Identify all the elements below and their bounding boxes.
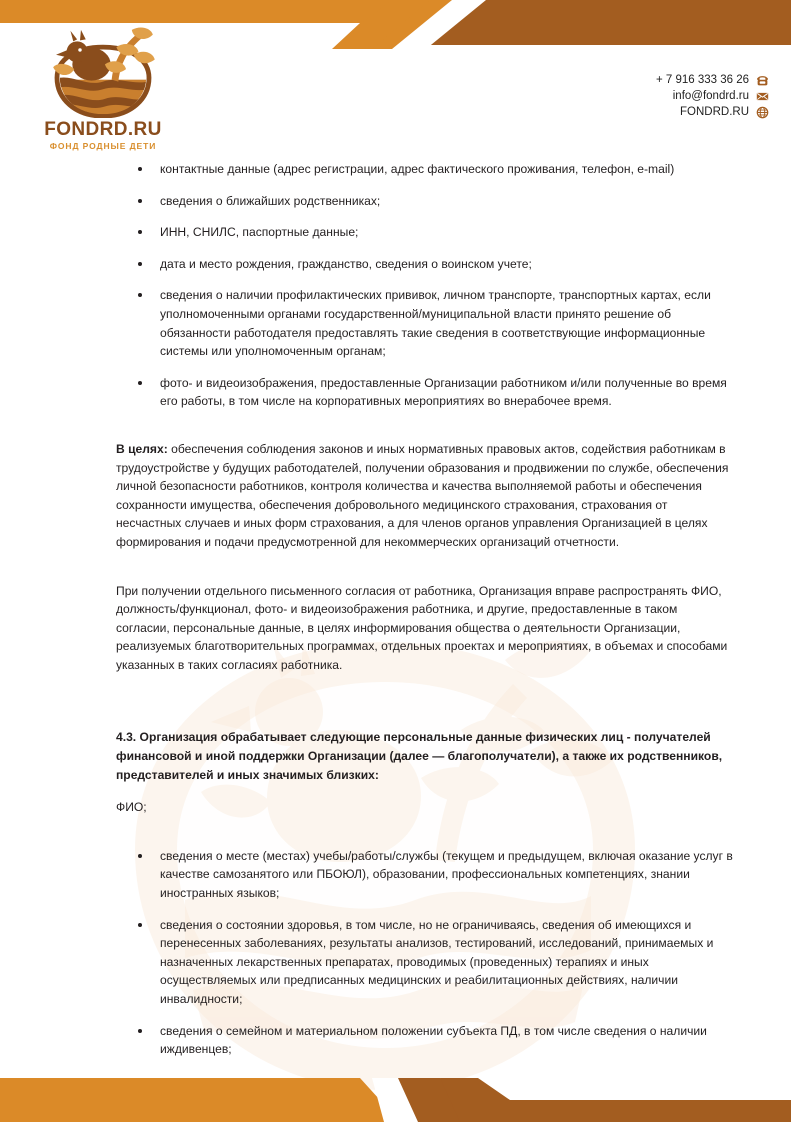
list-item-text: сведения о наличии профилактических прививок, личном транспорте, транспортных картах, если уполномоченными органами государственной/муниципальной власти принято решение об обязанности работодателя предоставлять такие сведения в соответствующие информационные системы или уполномоченным органам;	[160, 288, 711, 359]
spacer	[0, 831, 791, 847]
paragraph-purpose	[0, 440, 791, 552]
list-item-text: дата и место рождения, гражданство, сведения о воинском учете;	[160, 256, 532, 271]
list-item	[0, 916, 791, 1009]
list-item-text: сведения о семейном и материальном положении субъекта ПД, в том числе сведения о наличии иждивенцев;	[160, 1023, 707, 1057]
contact-block	[656, 72, 769, 120]
bullet-dot-icon	[138, 381, 142, 385]
bullet-dot-icon	[138, 230, 142, 234]
bullet-dot-icon	[138, 854, 142, 858]
purpose-lead: В целях:	[116, 441, 168, 456]
logo	[28, 26, 178, 151]
bullet-list-top	[0, 160, 791, 411]
list-item	[0, 160, 791, 179]
list-item	[0, 847, 791, 903]
list-item-text: контактные данные (адрес регистрации, адрес фактического проживания, телефон, e-mail)	[160, 162, 675, 176]
paragraph-fio: ФИО;	[116, 800, 147, 815]
contact-phone: + 7 916 333 36 26	[655, 74, 749, 86]
list-item-text: ИНН, СНИЛС, паспортные данные;	[160, 225, 359, 240]
list-item	[0, 223, 791, 242]
contact-email: info@fondrd.ru	[672, 90, 749, 102]
document-body	[0, 160, 791, 1072]
purpose-body: обеспечения соблюдения законов и иных нормативных правовых актов, содействия работникам в трудоустройстве у будущих работодателей, получении образования и продвижении по службе, обеспечения личной безопасности работников, контроля количества и качества выполняемой работы и обеспечения сохранности имущества, обеспечения добровольного медицинского страхования, страхования от несчастных случаев и иных форм страхования, а для членов органов управления Организацией в целях формирования и подачи предусмотренной для некоммерческих организаций отчетности.	[116, 441, 729, 549]
logo-wordmark: FONDRD.RU	[44, 119, 162, 140]
list-item-text: сведения о состоянии здоровья, в том числе, но не ограничиваясь, сведения об имеющихся и перенесенных заболеваниях, результаты анализов, тестирований, исследований, принимаемых и назначенных лекарственных препаратах, проводимых (проведенных) терапиях и иных осуществляемых или предписанных медицинских и реабилитационных действиях, наличии инвалидности;	[160, 917, 714, 1006]
logo-tagline: ФОНД РОДНЫЕ ДЕТИ	[49, 140, 157, 151]
bird-in-nest-logo-icon	[45, 26, 161, 118]
contact-website: FONDRD.RU	[680, 106, 749, 118]
list-item-text: фото- и видеоизображения, предоставленные Организации работником и/или полученные во время его работы, в том числе на корпоративных мероприятиях во внерабочее время.	[160, 375, 727, 409]
bullet-list-bottom	[0, 847, 791, 1059]
list-item	[0, 255, 791, 274]
spacer	[0, 424, 791, 440]
list-item-text: сведения о месте (местах) учебы/работы/службы (текущем и предыдущем, включая оказание услуг в качестве самозанятого или ПБОЮЛ), образовании, профессиональных компетенциях, знании иностранных языков;	[160, 848, 733, 901]
bullet-dot-icon	[138, 262, 142, 266]
bullet-dot-icon	[138, 923, 142, 927]
section-heading-4-3: 4.3. Организация обрабатывает следующие персональные данные физических лиц - получателей финансовой и иной поддержки Организации (далее — благополучатели), а также их родственников, представителей и иных значимых близких:	[116, 730, 723, 782]
contact-website-row	[656, 104, 769, 120]
envelope-icon	[756, 90, 769, 103]
bullet-dot-icon	[138, 1029, 142, 1033]
contact-phone-row	[656, 72, 769, 88]
list-item	[0, 374, 791, 411]
spacer	[0, 688, 791, 728]
bullet-dot-icon	[138, 199, 142, 203]
paragraph-consent: При получении отдельного письменного согласия от работника, Организация вправе распространять ФИО, должность/функционал, фото- и видеоизображения работника, и другие, предоставленные в таком согласии, персональные данные, в целях информирования общества о деятельности Организации, реализуемых благотворительных программах, отдельных проектах и мероприятиях, в объемах и способами указанных в таких согласиях работника.	[116, 583, 728, 672]
list-item	[0, 286, 791, 360]
footer-orange-band	[0, 1078, 400, 1122]
list-item	[0, 1022, 791, 1059]
globe-icon	[756, 106, 769, 119]
list-item-text: сведения о ближайших родственниках;	[160, 193, 381, 208]
bullet-dot-icon	[138, 293, 142, 297]
contact-email-row	[656, 88, 769, 104]
telephone-icon	[756, 74, 769, 87]
list-item	[0, 192, 791, 211]
bullet-dot-icon	[138, 167, 142, 171]
spacer	[0, 566, 791, 582]
